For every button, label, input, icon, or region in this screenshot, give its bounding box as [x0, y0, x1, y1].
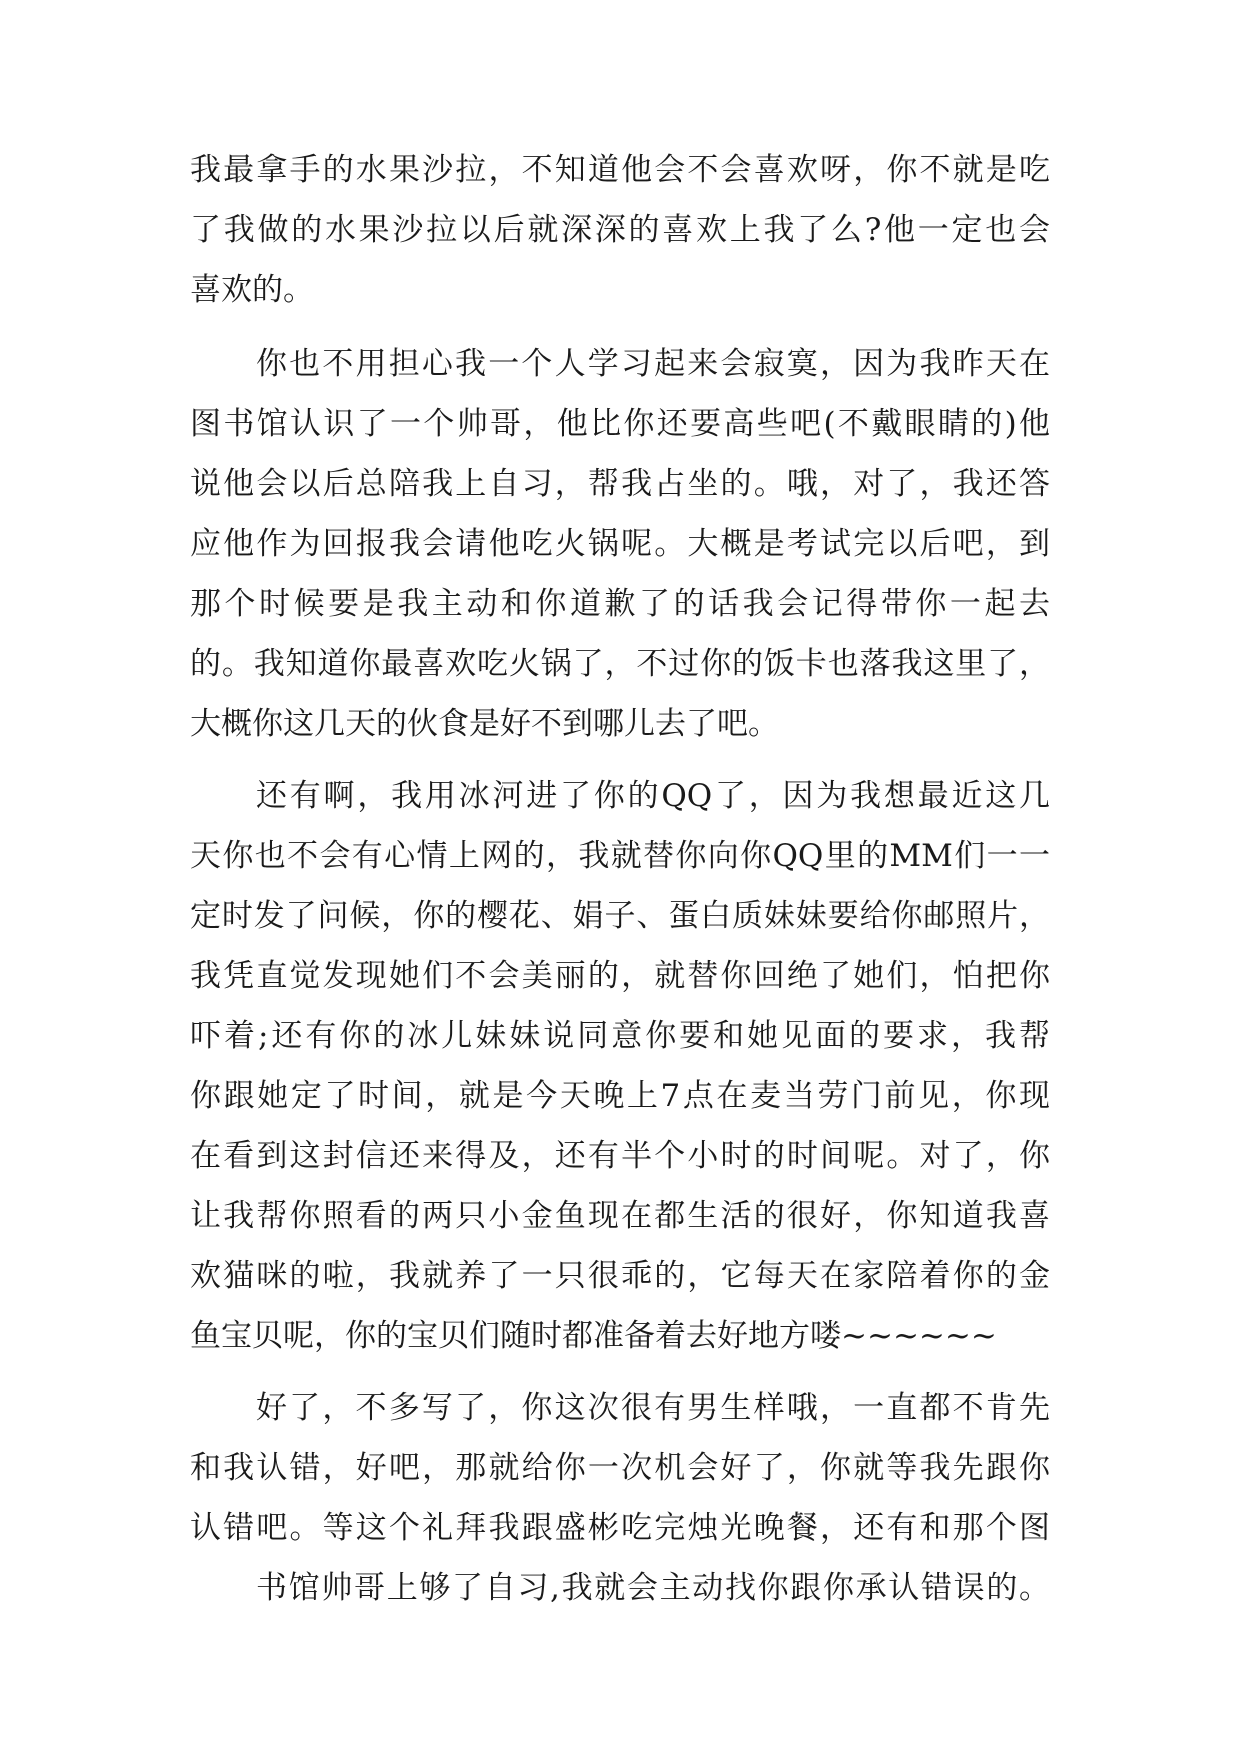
- text-line: 喜欢的。: [190, 272, 314, 308]
- text-line: 的。我知道你最喜欢吃火锅了，不过你的饭卡也落我这里了，: [190, 646, 1050, 682]
- text-line: 认错吧。等这个礼拜我跟盛彬吃完烛光晚餐，还有和那个图: [190, 1510, 1050, 1546]
- text-line: 在看到这封信还来得及，还有半个小时的时间呢。对了，你: [190, 1138, 1050, 1174]
- text-line: 定时发了问候，你的樱花、娟子、蛋白质妹妹要给你邮照片，: [190, 898, 1050, 934]
- text-line: 吓着;还有你的冰儿妹妹说同意你要和她见面的要求，我帮: [190, 1018, 1050, 1054]
- text-line: 鱼宝贝呢，你的宝贝们随时都准备着去好地方喽~~~~~~: [190, 1318, 997, 1354]
- text-line: 和我认错，好吧，那就给你一次机会好了，你就等我先跟你: [190, 1450, 1050, 1486]
- text-line: 你跟她定了时间，就是今天晚上7点在麦当劳门前见，你现: [190, 1078, 1050, 1114]
- paragraph-first-line: 书馆帅哥上够了自习,我就会主动找你跟你承认错误的。: [256, 1570, 1050, 1606]
- text-line: 让我帮你照看的两只小金鱼现在都生活的很好，你知道我喜: [190, 1198, 1050, 1234]
- text-line: 应他作为回报我会请他吃火锅呢。大概是考试完以后吧，到: [190, 526, 1050, 562]
- text-line: 我最拿手的水果沙拉，不知道他会不会喜欢呀，你不就是吃: [190, 152, 1050, 188]
- text-line: 图书馆认识了一个帅哥，他比你还要高些吧(不戴眼睛的)他: [190, 406, 1050, 442]
- text-line: 了我做的水果沙拉以后就深深的喜欢上我了么?他一定也会: [190, 212, 1050, 248]
- text-line: 说他会以后总陪我上自习，帮我占坐的。哦，对了，我还答: [190, 466, 1050, 502]
- text-line: 欢猫咪的啦，我就养了一只很乖的，它每天在家陪着你的金: [190, 1258, 1050, 1294]
- text-line: 我凭直觉发现她们不会美丽的，就替你回绝了她们，怕把你: [190, 958, 1050, 994]
- text-line: 大概你这几天的伙食是好不到哪儿去了吧。: [190, 706, 779, 742]
- text-line: 天你也不会有心情上网的，我就替你向你QQ里的MM们一一: [190, 838, 1050, 874]
- text-line: 那个时候要是我主动和你道歉了的话我会记得带你一起去: [190, 586, 1050, 622]
- paragraph-first-line: 好了，不多写了，你这次很有男生样哦，一直都不肯先: [256, 1390, 1050, 1426]
- paragraph-first-line: 你也不用担心我一个人学习起来会寂寞，因为我昨天在: [256, 346, 1050, 382]
- paragraph-first-line: 还有啊，我用冰河进了你的QQ了，因为我想最近这几: [256, 778, 1050, 814]
